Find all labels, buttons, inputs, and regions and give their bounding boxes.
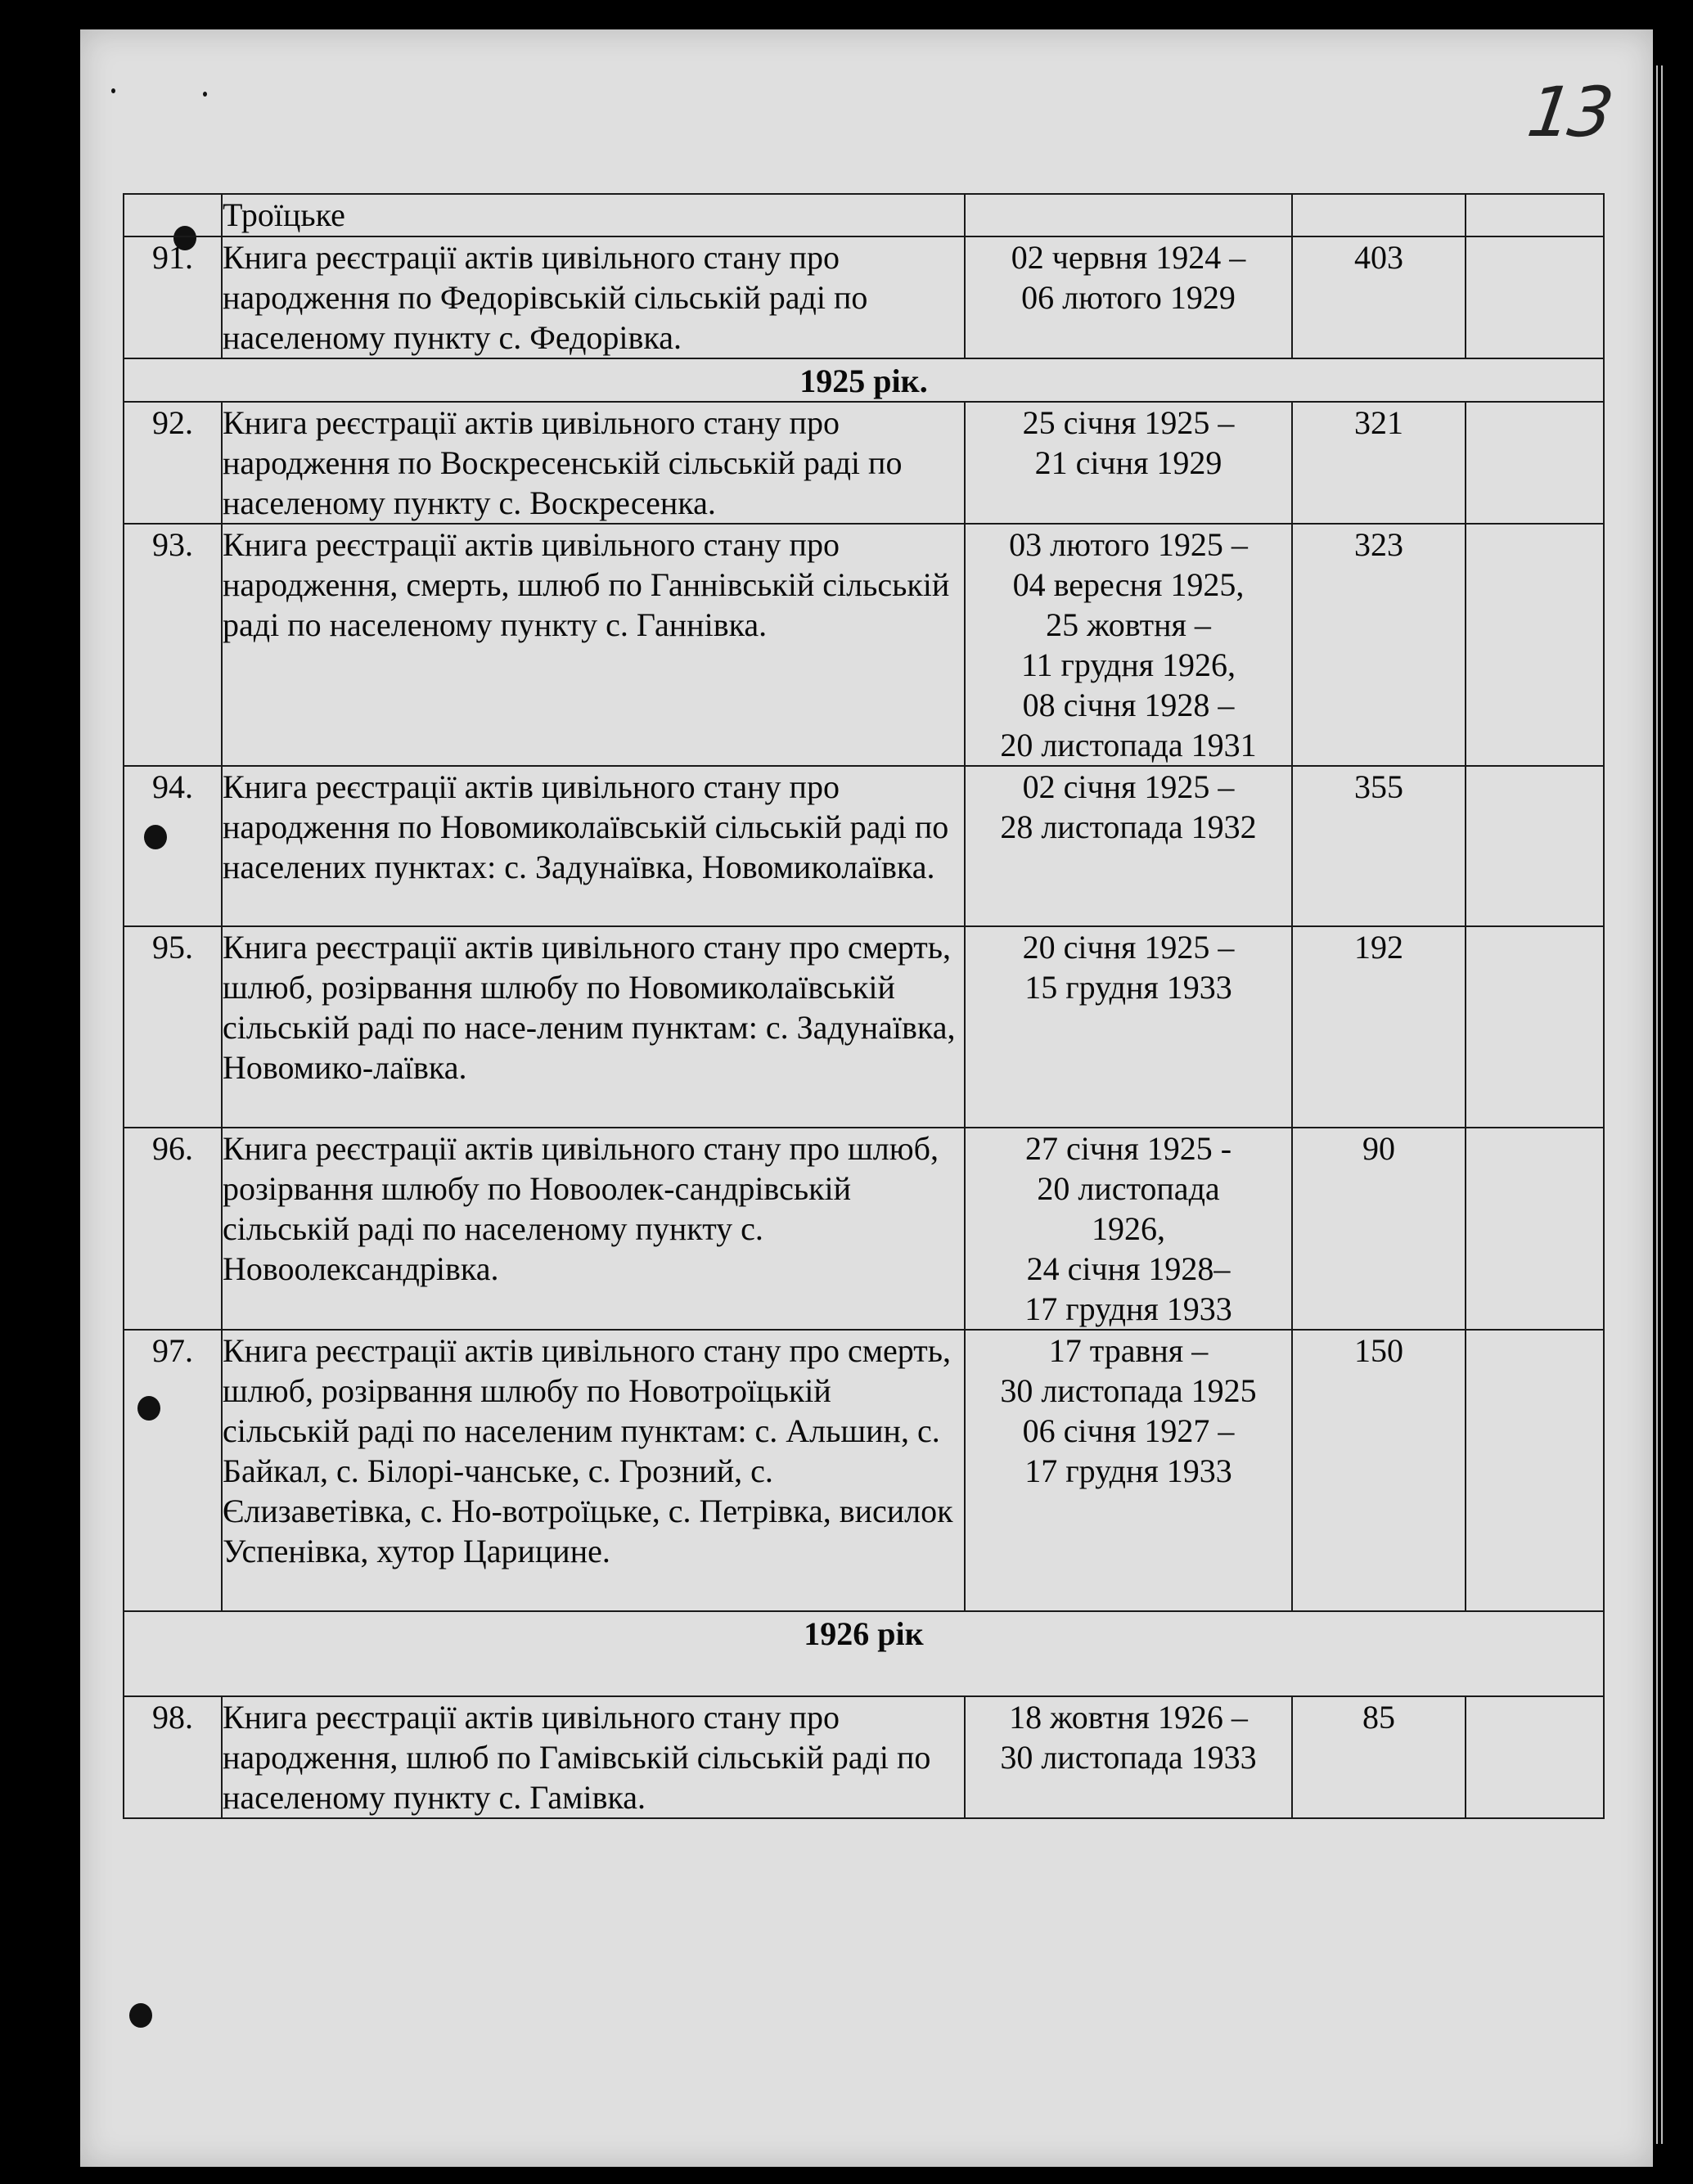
scan-speck <box>203 92 207 97</box>
row-note-cell <box>1466 926 1604 1128</box>
table-row <box>124 1696 1604 1818</box>
row-dates-cell: 17 травня – 30 листопада 1925 06 січня 1927 – 17 грудня 1933 <box>965 1330 1292 1611</box>
row-pages-cell <box>1292 194 1466 236</box>
row-title-cell: Книга реєстрації актів цивільного стану про шлюб, розірвання шлюбу по Новоолек-сандрівській сільській раді по населеному пункту с. Новоолександрівка. <box>222 1128 965 1330</box>
row-number-cell: 98. <box>124 1696 222 1818</box>
row-note-cell <box>1466 1128 1604 1330</box>
row-number-cell: 94. <box>124 766 222 926</box>
row-note-cell <box>1466 194 1604 236</box>
row-title-cell: Книга реєстрації актів цивільного стану про смерть, шлюб, розірвання шлюбу по Новотроїцькій сільській раді по населеним пунктам: с. Альшин, с. Байкал, с. Білорі-чанське, с. Грозний, с. Єлизаветівка, с. Но-вотроїцьке, с. Петрівка, висилок Успенівка, хутор Царицине. <box>222 1330 965 1611</box>
row-number-cell: 95. <box>124 926 222 1128</box>
row-dates-cell <box>965 194 1292 236</box>
row-number-cell: 91. <box>124 236 222 358</box>
row-note-cell <box>1466 524 1604 766</box>
row-dates-cell: 02 січня 1925 – 28 листопада 1932 <box>965 766 1292 926</box>
row-note-cell <box>1466 402 1604 524</box>
row-number-cell: 92. <box>124 402 222 524</box>
row-note-cell <box>1466 766 1604 926</box>
row-title-cell: Троїцьке <box>222 194 965 236</box>
row-dates-cell: 02 червня 1924 – 06 лютого 1929 <box>965 236 1292 358</box>
row-pages-cell: 321 <box>1292 402 1466 524</box>
table-row <box>124 1128 1604 1330</box>
table-row-continuation <box>124 194 1604 236</box>
table-row <box>124 236 1604 358</box>
row-dates-cell: 27 січня 1925 - 20 листопада 1926, 24 січня 1928– 17 грудня 1933 <box>965 1128 1292 1330</box>
page-number: 13 <box>1523 72 1615 152</box>
row-pages-cell: 90 <box>1292 1128 1466 1330</box>
year-header-row <box>124 358 1604 402</box>
table-row <box>124 766 1604 926</box>
row-dates-cell: 20 січня 1925 – 15 грудня 1933 <box>965 926 1292 1128</box>
year-header-row <box>124 1611 1604 1696</box>
row-title-cell: Книга реєстрації актів цивільного стану про народження по Новомиколаївській сільській раді по населених пунктах: с. Задунаївка, Новомиколаївка. <box>222 766 965 926</box>
row-title-cell: Книга реєстрації актів цивільного стану про народження по Воскресенській сільській раді по населеному пункту с. Воскресенка. <box>222 402 965 524</box>
row-note-cell <box>1466 236 1604 358</box>
register-table <box>123 193 1605 1819</box>
year-header-cell: 1926 рік <box>124 1611 1604 1696</box>
row-note-cell <box>1466 1696 1604 1818</box>
row-number-cell <box>124 194 222 236</box>
row-dates-cell: 18 жовтня 1926 – 30 листопада 1933 <box>965 1696 1292 1818</box>
table-row <box>124 926 1604 1128</box>
page-edge-line <box>1656 65 1658 2144</box>
year-header-cell: 1925 рік. <box>124 358 1604 402</box>
row-pages-cell: 192 <box>1292 926 1466 1128</box>
row-note-cell <box>1466 1330 1604 1611</box>
row-pages-cell: 150 <box>1292 1330 1466 1611</box>
row-dates-cell: 25 січня 1925 – 21 січня 1929 <box>965 402 1292 524</box>
row-pages-cell: 355 <box>1292 766 1466 926</box>
row-number-cell: 93. <box>124 524 222 766</box>
scan-speck <box>111 88 115 93</box>
row-pages-cell: 403 <box>1292 236 1466 358</box>
row-dates-cell: 03 лютого 1925 – 04 вересня 1925, 25 жовтня – 11 грудня 1926, 08 січня 1928 – 20 листопада 1931 <box>965 524 1292 766</box>
table-row <box>124 524 1604 766</box>
row-title-cell: Книга реєстрації актів цивільного стану про народження по Федорівській сільській раді по населеному пункту с. Федорівка. <box>222 236 965 358</box>
row-title-cell: Книга реєстрації актів цивільного стану про народження, шлюб по Гамівській сільській раді по населеному пункту с. Гамівка. <box>222 1696 965 1818</box>
binding-hole <box>129 2003 152 2028</box>
row-title-cell: Книга реєстрації актів цивільного стану про смерть, шлюб, розірвання шлюбу по Новомиколаївській сільській раді по насе-леним пунктам: с. Задунаївка, Новомико-лаївка. <box>222 926 965 1128</box>
row-pages-cell: 85 <box>1292 1696 1466 1818</box>
table-row <box>124 402 1604 524</box>
table-row <box>124 1330 1604 1611</box>
row-pages-cell: 323 <box>1292 524 1466 766</box>
row-number-cell: 97. <box>124 1330 222 1611</box>
page-edge-line <box>1661 65 1663 2144</box>
row-number-cell: 96. <box>124 1128 222 1330</box>
row-title-cell: Книга реєстрації актів цивільного стану про народження, смерть, шлюб по Ганнівській сільській раді по населеному пункту с. Ганнівка. <box>222 524 965 766</box>
